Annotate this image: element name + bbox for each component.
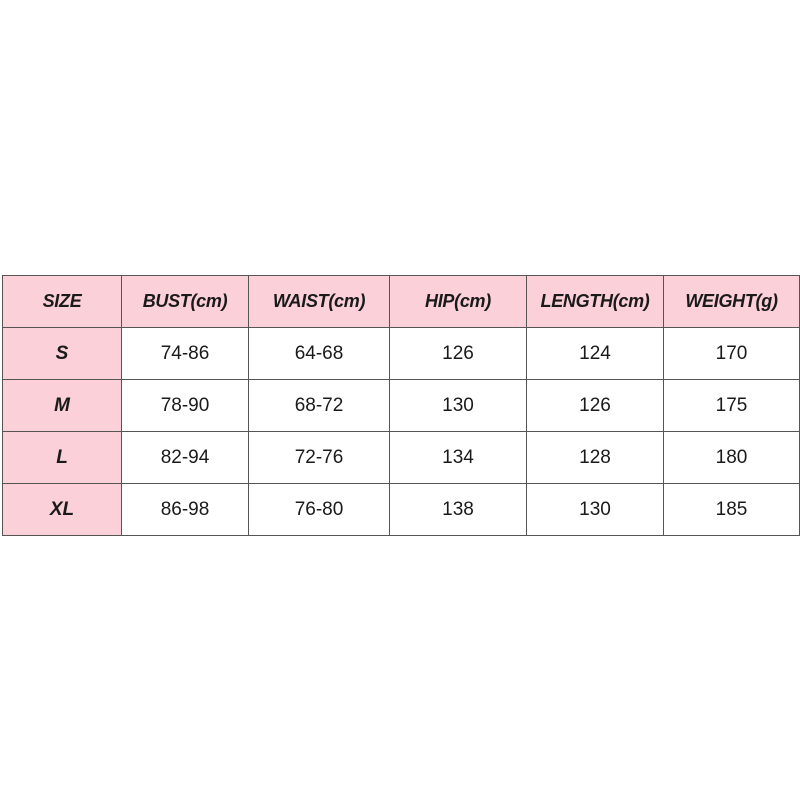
waist-value: 64-68 — [249, 328, 390, 380]
length-value: 130 — [527, 484, 664, 536]
size-label: XL — [3, 484, 122, 536]
waist-value: 72-76 — [249, 432, 390, 484]
header-hip: HIP(cm) — [390, 276, 527, 328]
waist-value: 68-72 — [249, 380, 390, 432]
size-chart-table — [2, 275, 800, 536]
header-length: LENGTH(cm) — [527, 276, 664, 328]
size-label: M — [3, 380, 122, 432]
weight-value: 180 — [664, 432, 800, 484]
hip-value: 130 — [390, 380, 527, 432]
length-value: 124 — [527, 328, 664, 380]
table-row — [3, 380, 800, 432]
header-waist: WAIST(cm) — [249, 276, 390, 328]
length-value: 126 — [527, 380, 664, 432]
header-weight: WEIGHT(g) — [664, 276, 800, 328]
weight-value: 170 — [664, 328, 800, 380]
bust-value: 78-90 — [122, 380, 249, 432]
size-label: S — [3, 328, 122, 380]
header-size: SIZE — [3, 276, 122, 328]
bust-value: 86-98 — [122, 484, 249, 536]
waist-value: 76-80 — [249, 484, 390, 536]
length-value: 128 — [527, 432, 664, 484]
header-bust: BUST(cm) — [122, 276, 249, 328]
hip-value: 138 — [390, 484, 527, 536]
table-row — [3, 328, 800, 380]
size-label: L — [3, 432, 122, 484]
weight-value: 185 — [664, 484, 800, 536]
hip-value: 126 — [390, 328, 527, 380]
weight-value: 175 — [664, 380, 800, 432]
table-row — [3, 432, 800, 484]
table-row — [3, 484, 800, 536]
bust-value: 82-94 — [122, 432, 249, 484]
bust-value: 74-86 — [122, 328, 249, 380]
table-header-row — [3, 276, 800, 328]
hip-value: 134 — [390, 432, 527, 484]
